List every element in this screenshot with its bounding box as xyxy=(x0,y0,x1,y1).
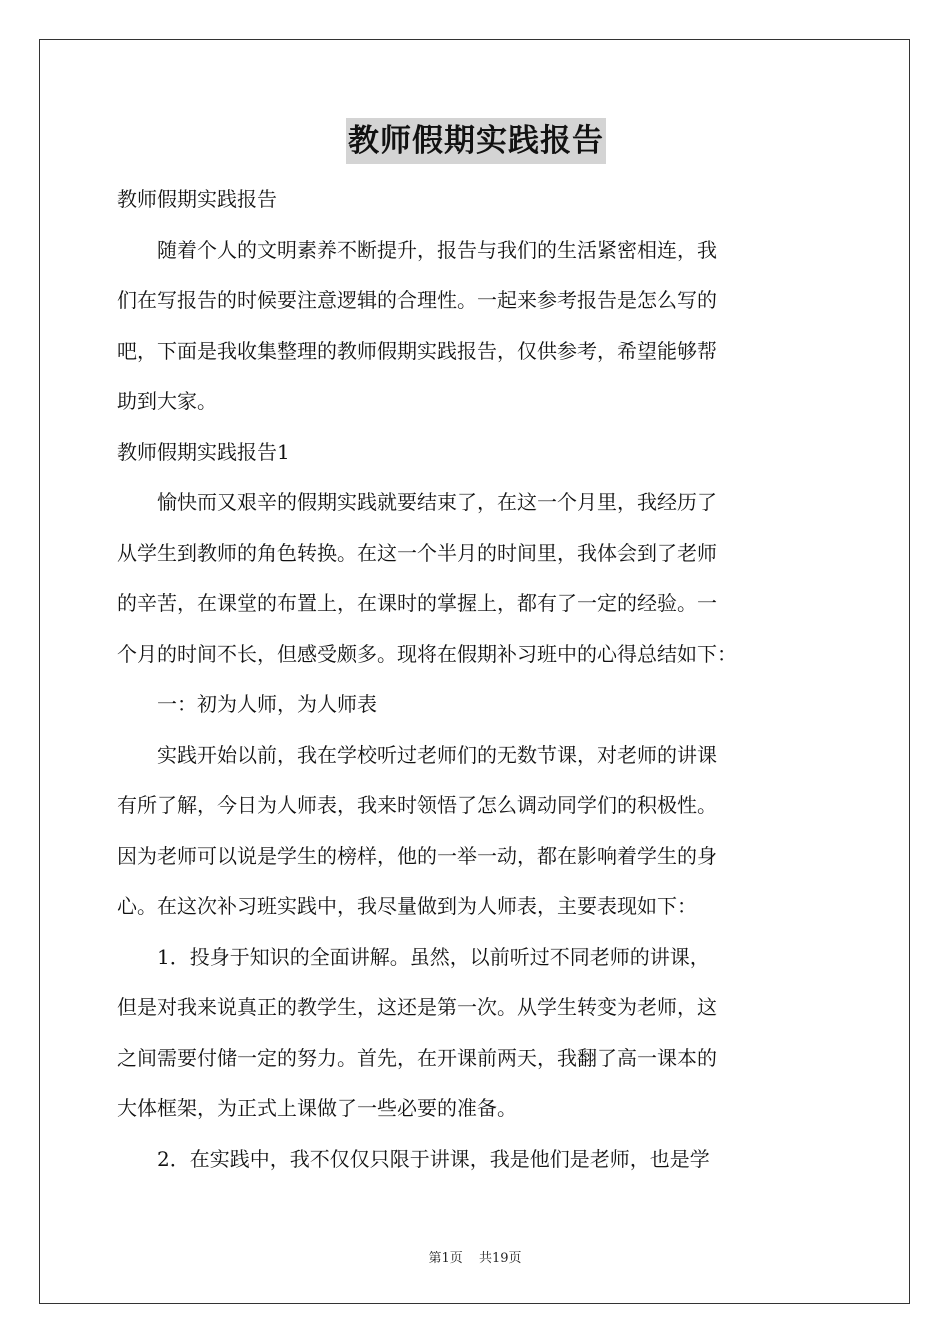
document-subtitle: 教师假期实践报告 xyxy=(117,187,277,211)
title-wrap xyxy=(117,118,835,164)
page-footer xyxy=(0,1247,950,1266)
paragraph-1 xyxy=(117,477,835,679)
text-line: 的辛苦，在课堂的布置上，在课时的掌握上，都有了一定的经验。一 xyxy=(117,591,717,615)
text-line: 个月的时间不长，但感受颇多。现将在假期补习班中的心得总结如下： xyxy=(117,641,737,666)
page-number-current: 第1页 xyxy=(428,1251,463,1266)
text-line: 之间需要付储一定的努力。首先，在开课前两天，我翻了高一课本的 xyxy=(117,1045,717,1070)
text-line: 但是对我来说真正的教学生，这还是第一次。从学生转变为老师，这 xyxy=(117,995,717,1019)
text-line: 2．在实践中，我不仅仅只限于讲课，我是他们是老师，也是学 xyxy=(157,1146,710,1171)
document-body xyxy=(117,118,835,1184)
text-line: 因为老师可以说是学生的榜样，他的一举一动，都在影响着学生的身 xyxy=(117,843,717,868)
intro-paragraph xyxy=(117,225,835,427)
section-heading: 教师假期实践报告1 xyxy=(117,439,290,464)
text-line: 1．投身于知识的全面讲解。虽然，以前听过不同老师的讲课， xyxy=(157,944,710,969)
paragraph-2 xyxy=(117,730,835,932)
document-title: 教师假期实践报告 xyxy=(346,118,606,164)
text-line: 们在写报告的时候要注意逻辑的合理性。一起来参考报告是怎么写的 xyxy=(117,288,717,312)
text-line: 从学生到教师的角色转换。在这一个半月的时间里，我体会到了老师 xyxy=(117,540,717,565)
text-line: 心。在这次补习班实践中，我尽量做到为人师表，主要表现如下： xyxy=(117,894,697,918)
paragraph-3 xyxy=(117,932,835,1134)
text-line: 助到大家。 xyxy=(117,389,217,413)
text-line: 大体框架，为正式上课做了一些必要的准备。 xyxy=(117,1096,517,1120)
text-line: 实践开始以前，我在学校听过老师们的无数节课，对老师的讲课 xyxy=(157,742,717,767)
sub-heading: 一：初为人师，为人师表 xyxy=(157,692,377,716)
text-line: 愉快而又艰辛的假期实践就要结束了，在这一个月里，我经历了 xyxy=(157,490,717,514)
page-number-total: 共19页 xyxy=(478,1251,522,1266)
text-line: 吧，下面是我收集整理的教师假期实践报告，仅供参考，希望能够帮 xyxy=(117,338,717,363)
paragraph-4 xyxy=(117,1134,835,1185)
text-line: 随着个人的文明素养不断提升，报告与我们的生活紧密相连，我 xyxy=(157,237,717,262)
text-line: 有所了解，今日为人师表，我来时领悟了怎么调动同学们的积极性。 xyxy=(117,793,717,817)
